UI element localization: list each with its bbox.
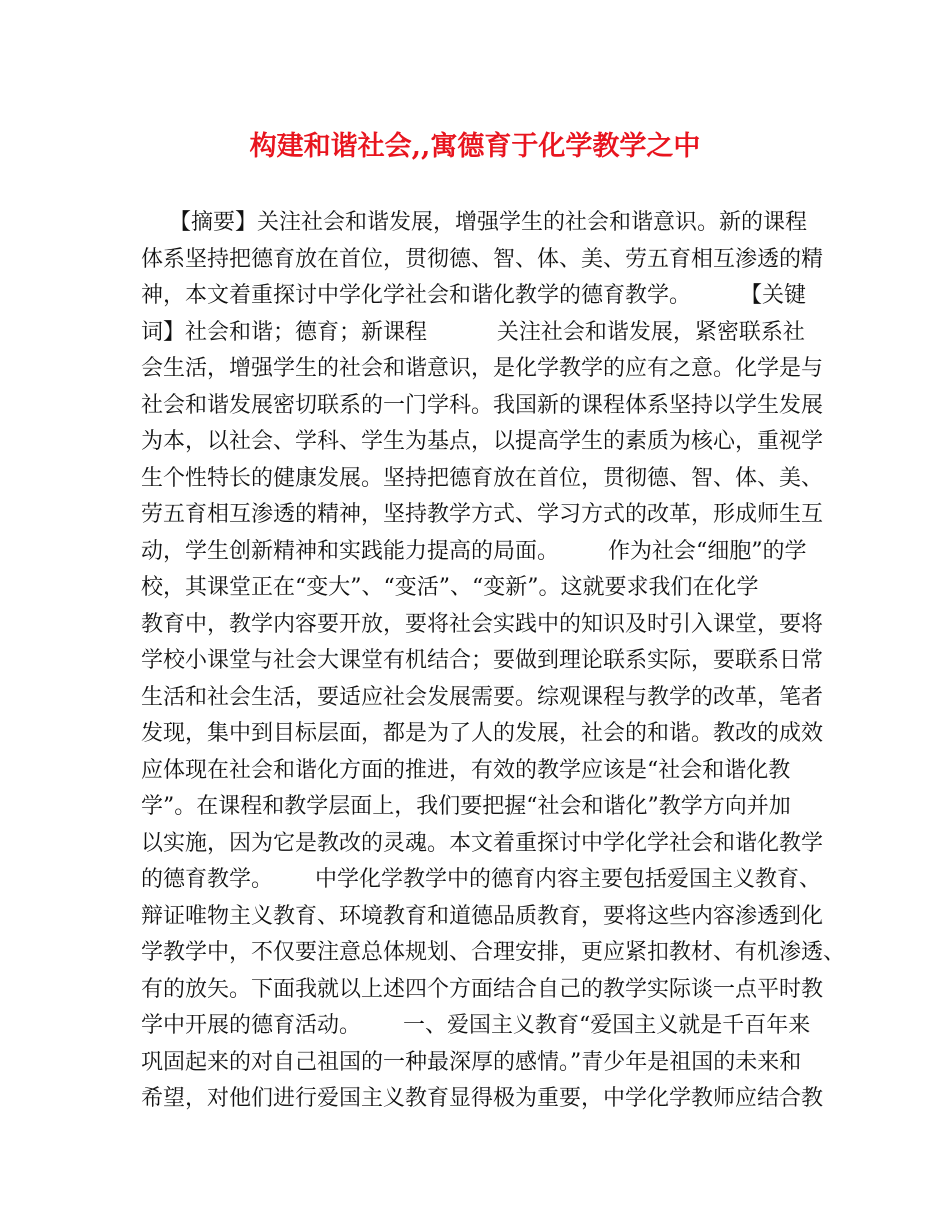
- body-line: 词】社会和谐；德育；新课程 关注社会和谐发展，紧密联系社: [141, 319, 805, 345]
- body-line: 学中开展的德育活动。 一、爱国主义教育“爱国主义就是千百年来: [141, 1013, 811, 1038]
- body-line: 学校小课堂与社会大课堂有机结合；要做到理论联系实际，要联系日常: [141, 648, 824, 673]
- body-line: 【摘要】关注社会和谐发展，增强学生的社会和谐意识。新的课程: [141, 210, 807, 235]
- body-line: 教育中，教学内容要开放，要将社会实践中的知识及时引入课堂，要将: [141, 611, 824, 637]
- body-line: 以实施，因为它是教改的灵魂。本文着重探讨中学化学社会和谐化教学: [141, 830, 824, 856]
- body-line: 为本，以社会、学科、学生为基点，以提高学生的素质为核心，重视学: [141, 429, 824, 454]
- document-title: 构建和谐社会,,寓德育于化学教学之中: [249, 131, 701, 162]
- body-line: 校，其课堂正在“变大”、“变活”、“变新”。这就要求我们在化学: [141, 575, 759, 600]
- body-line: 会生活，增强学生的社会和谐意识，是化学教学的应有之意。化学是与: [141, 356, 824, 381]
- body-line: 学”。在课程和教学层面上，我们要把握“社会和谐化”教学方向并加: [141, 794, 791, 819]
- body-line: 动，学生创新精神和实践能力提高的局面。 作为社会“细胞”的学: [141, 538, 807, 564]
- body-line: 应体现在社会和谐化方面的推进，有效的教学应该是“社会和谐化教: [141, 757, 791, 783]
- body-line: 体系坚持把德育放在首位，贯彻德、智、体、美、劳五育相互渗透的精: [141, 246, 824, 272]
- body-line: 生活和社会生活，要适应社会发展需要。综观课程与教学的改革，笔者: [141, 684, 824, 710]
- body-line: 巩固起来的对自己祖国的一种最深厚的感情。”青少年是祖国的未来和: [141, 1049, 802, 1075]
- body-line: 神，本文着重探讨中学化学社会和谐化教学的德育教学。 【关键: [141, 283, 806, 308]
- body-line: 希望，对他们进行爱国主义教育显得极为重要，中学化学教师应结合教: [141, 1086, 824, 1111]
- body-line: 发现，集中到目标层面，都是为了人的发展，社会的和谐。教改的成效: [141, 721, 824, 746]
- document-body: [141, 205, 846, 1118]
- body-line: 有的放矢。下面我就以上述四个方面结合自己的教学实际谈一点平时教: [141, 976, 824, 1002]
- body-line: 的德育教学。 中学化学教学中的德育内容主要包括爱国主义教育、: [141, 867, 821, 892]
- body-line: 劳五育相互渗透的精神，坚持教学方式、学习方式的改革，形成师生互: [141, 502, 824, 527]
- body-line: 社会和谐发展密切联系的一门学科。我国新的课程体系坚持以学生发展: [141, 392, 824, 418]
- body-line: 辩证唯物主义教育、环境教育和道德品质教育，要将这些内容渗透到化: [141, 903, 824, 929]
- body-line: 生个性特长的健康发展。坚持把德育放在首位，贯彻德、智、体、美、: [141, 465, 824, 491]
- body-line: 学教学中，不仅要注意总体规划、合理安排，更应紧扣教材、有机渗透、: [141, 940, 846, 965]
